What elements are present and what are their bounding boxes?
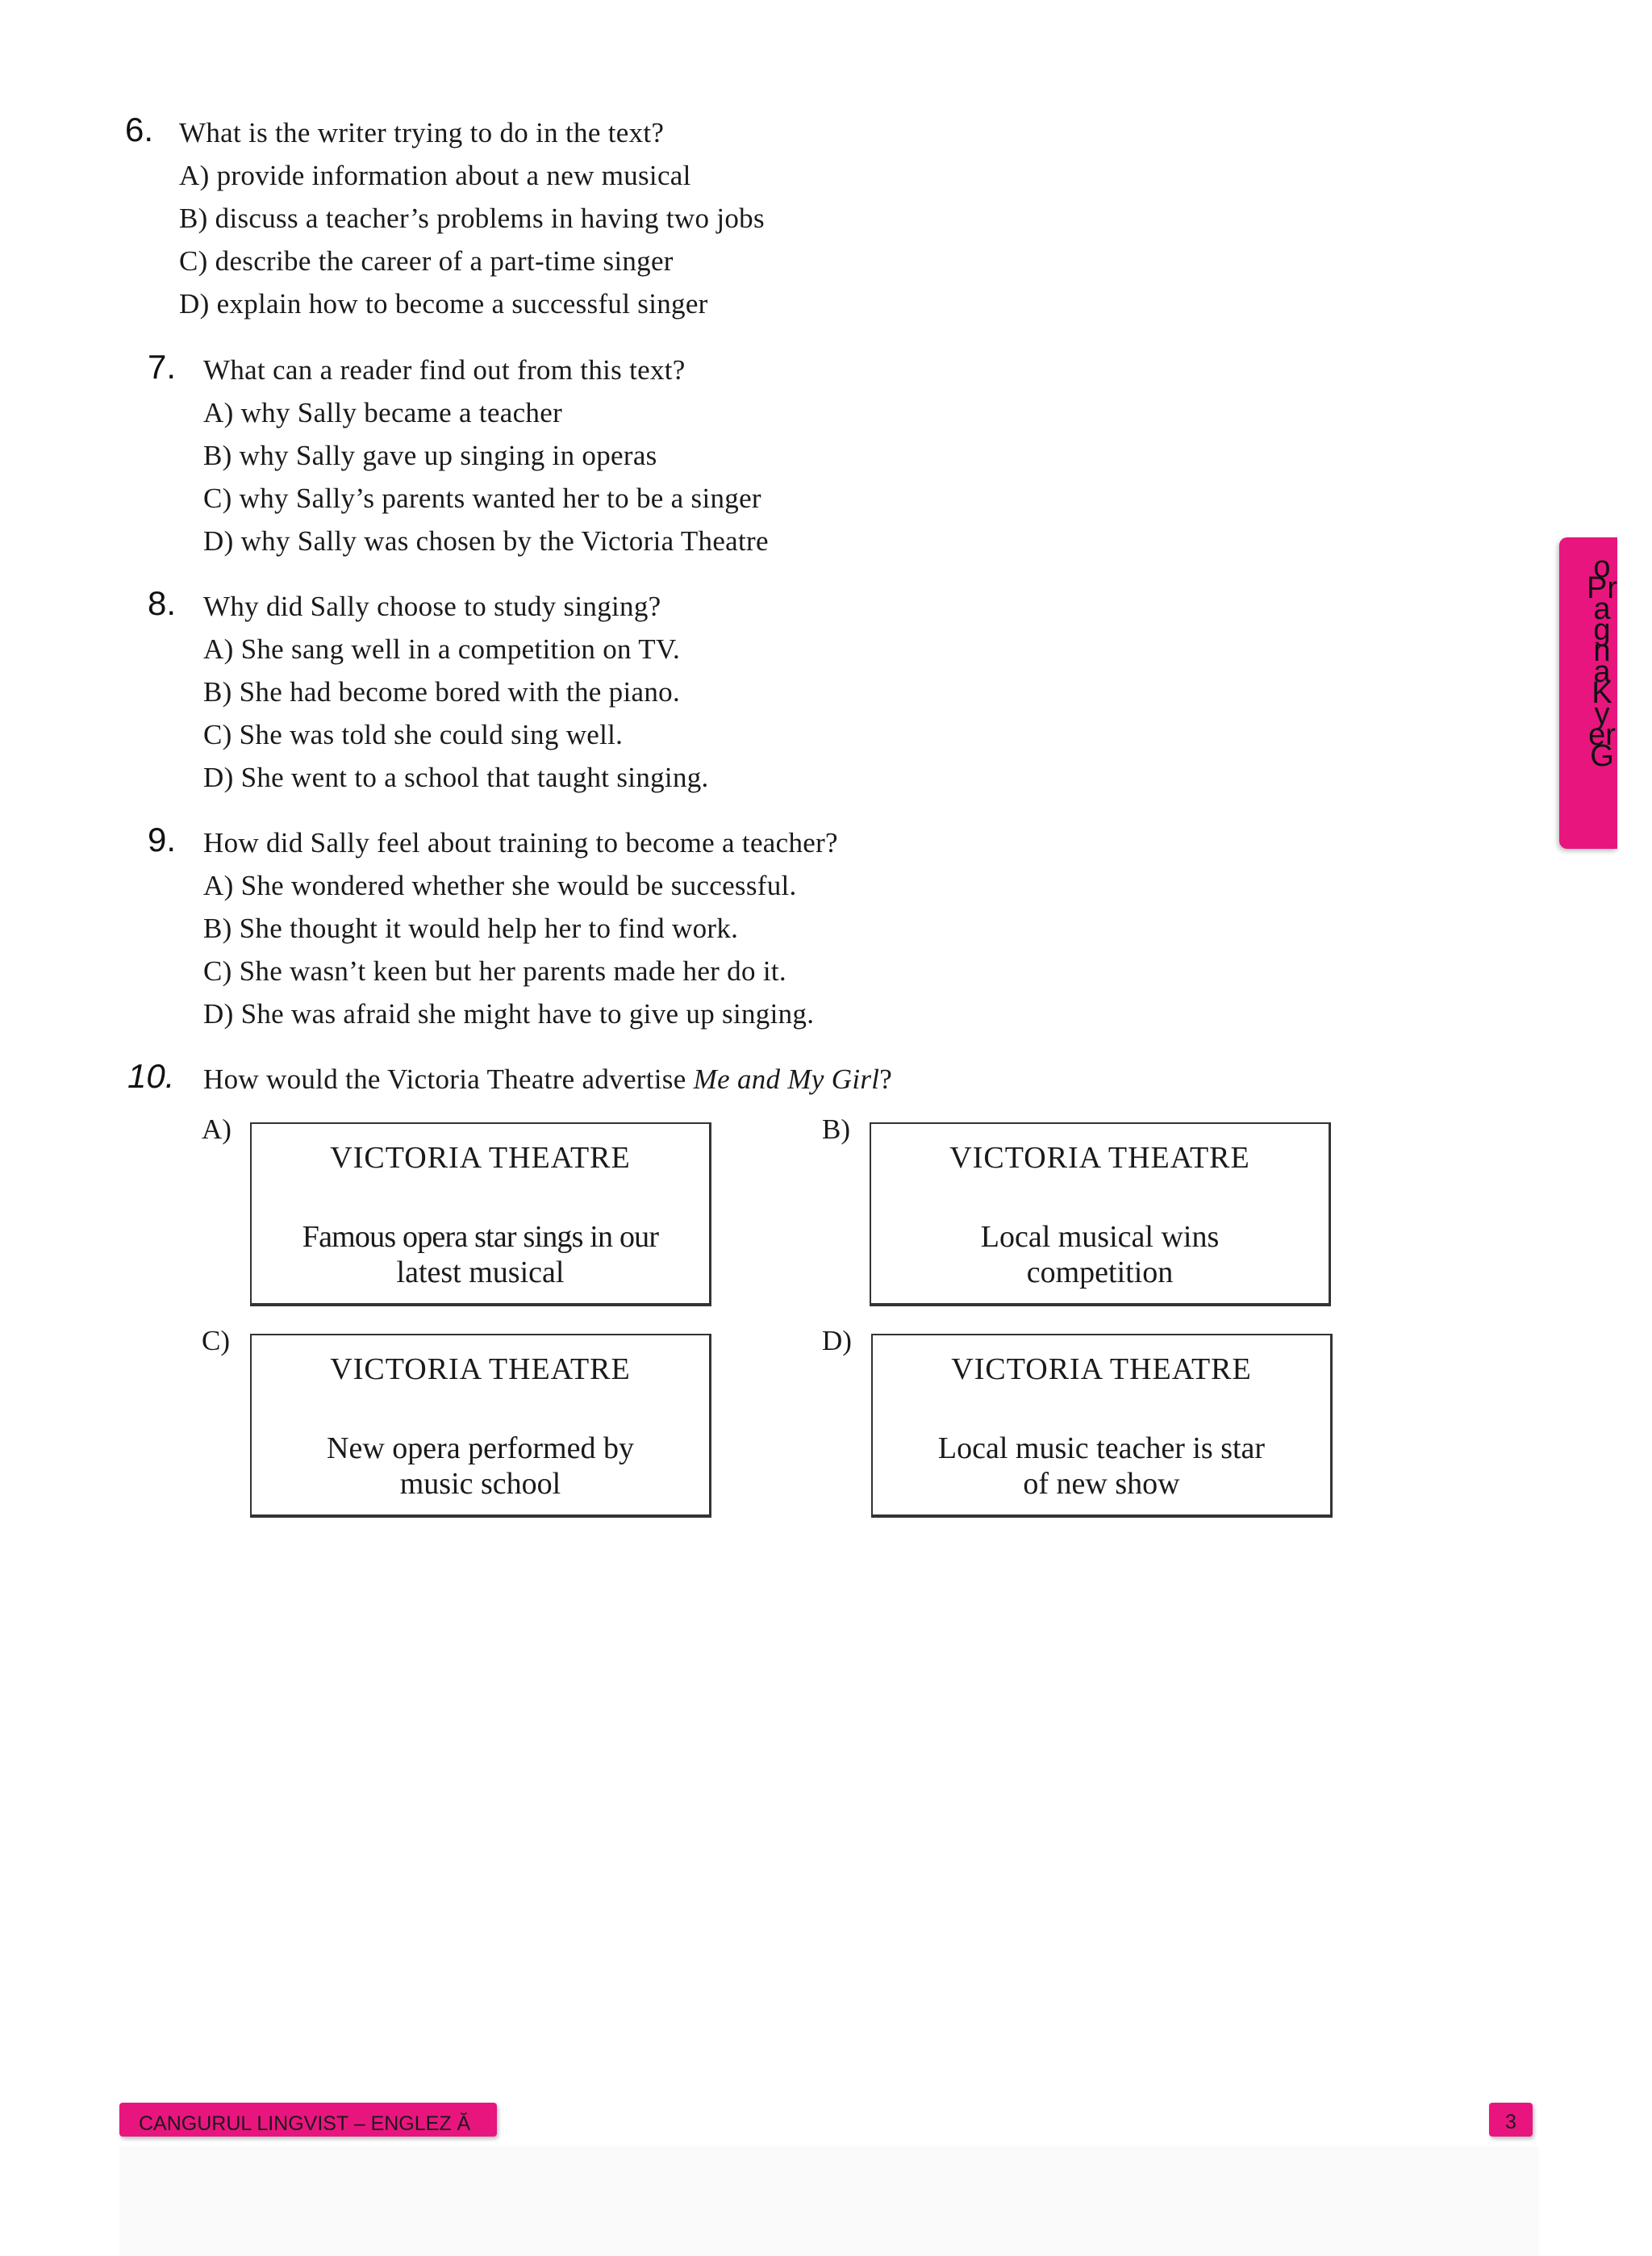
question-mark: ?	[879, 1063, 893, 1095]
option-b: B) discuss a teacher’s problems in having two jobs	[179, 203, 765, 234]
option-b: B) She had become bored with the piano.	[203, 676, 680, 708]
box-label-b: B)	[822, 1113, 850, 1145]
option-c: C) She was told she could sing well.	[203, 719, 624, 750]
option-c: C) describe the career of a part-time singer	[179, 245, 674, 277]
side-tab-text: oPragnaKyerG	[1587, 550, 1617, 773]
option-b: B) why Sally gave up singing in operas	[203, 440, 657, 471]
option-a: A) why Sally became a teacher	[203, 397, 563, 428]
advert-title: VICTORIA THEATRE	[949, 1141, 1250, 1175]
advert-line-2: competition	[1026, 1255, 1174, 1289]
page-number-badge	[1489, 2103, 1533, 2137]
question-number: 8.	[148, 584, 177, 622]
advert-title: VICTORIA THEATRE	[330, 1141, 631, 1175]
advert-line-2: latest musical	[396, 1255, 565, 1289]
box-label-d: D)	[822, 1325, 852, 1356]
advert-title: VICTORIA THEATRE	[330, 1352, 631, 1386]
question-text-plain: How would the Victoria Theatre advertise	[203, 1063, 694, 1095]
advert-line-1: Local music teacher is star	[937, 1431, 1266, 1465]
advert-box-a	[250, 1122, 711, 1306]
question-number: 9.	[148, 821, 177, 859]
question-number: 7.	[148, 348, 177, 386]
question-text: How did Sally feel about training to become a teacher?	[203, 827, 838, 859]
musical-title: Me and My Girl	[693, 1063, 880, 1095]
advert-body	[879, 1219, 1320, 1290]
option-a: A) She wondered whether she would be successful.	[203, 870, 797, 901]
question-text: Why did Sally choose to study singing?	[203, 591, 661, 622]
advert-line-1: New opera performed by	[327, 1431, 634, 1465]
advert-box-c	[250, 1334, 711, 1518]
option-b: B) She thought it would help her to find work.	[203, 913, 739, 944]
advert-body	[260, 1431, 701, 1502]
advert-body	[881, 1431, 1322, 1502]
footer-title: CANGURUL LINGVIST – ENGLEZ Ă	[139, 2112, 471, 2135]
advert-box-d	[871, 1334, 1333, 1518]
advert-line-2: music school	[399, 1467, 561, 1501]
option-d: D) explain how to become a successful singer	[179, 288, 708, 320]
footer-band	[119, 2146, 1539, 2256]
question-text: What is the writer trying to do in the text?	[179, 117, 665, 148]
advert-line-2: of new show	[1023, 1467, 1180, 1501]
option-c: C) She wasn’t keen but her parents made her do it.	[203, 955, 786, 987]
option-a: A) She sang well in a competition on TV.	[203, 633, 681, 665]
question-text: What can a reader find out from this text?	[203, 354, 686, 386]
advert-body	[260, 1219, 701, 1290]
question-number: 10.	[127, 1057, 175, 1095]
option-d: D) She was afraid she might have to give up singing.	[203, 998, 815, 1030]
advert-box-b	[870, 1122, 1331, 1306]
option-c: C) why Sally’s parents wanted her to be a singer	[203, 483, 761, 514]
question-text	[203, 1063, 892, 1096]
option-d: D) why Sally was chosen by the Victoria Theatre	[203, 525, 769, 557]
advert-title: VICTORIA THEATRE	[951, 1352, 1252, 1386]
option-a: A) provide information about a new musical	[179, 160, 691, 191]
page-number: 3	[1505, 2111, 1516, 2133]
footer-title-badge	[119, 2103, 497, 2137]
option-d: D) She went to a school that taught singing.	[203, 762, 709, 793]
question-number: 6.	[125, 111, 154, 148]
box-label-a: A)	[202, 1113, 232, 1145]
box-label-c: C)	[202, 1325, 230, 1356]
advert-line-1: Famous opera star sings in our	[302, 1220, 659, 1254]
advert-line-1: Local musical wins	[980, 1220, 1220, 1254]
